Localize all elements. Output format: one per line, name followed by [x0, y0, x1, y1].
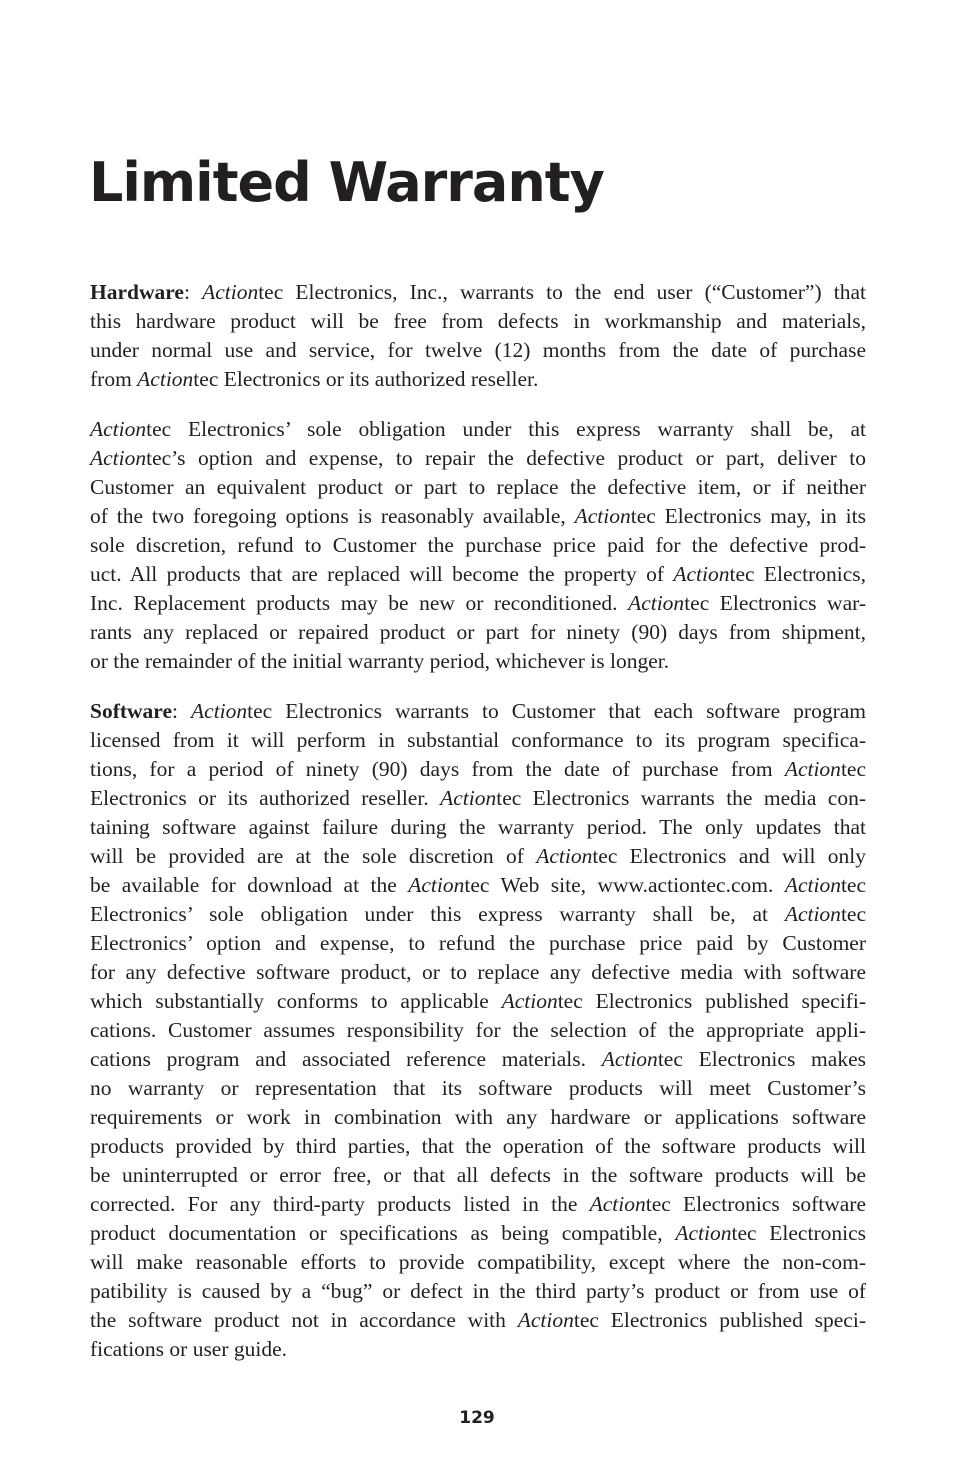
- text-line: this hardware product will be free from defects in workmanship and materials,: [90, 309, 866, 333]
- paragraph: [90, 415, 866, 676]
- text-line: under normal use and service, for twelve (12) months from the date of purchase: [90, 338, 866, 362]
- text-line: fications or user guide.: [90, 1337, 288, 1361]
- paragraph: [90, 697, 866, 1364]
- text-line: Software: Actiontec Electronics warrants to Customer that each software program: [90, 699, 866, 723]
- text-line: uct. All products that are replaced will become the property of Actiontec Electronics,: [90, 562, 866, 586]
- text-line: product documentation or specifications as being compatible, Actiontec Electronics: [90, 1221, 866, 1245]
- text-line: cations. Customer assumes responsibility for the selection of the appropriate appli-: [90, 1018, 866, 1042]
- text-line: rants any replaced or repaired product or part for ninety (90) days from shipment,: [90, 620, 866, 644]
- text-line: of the two foregoing options is reasonably available, Actiontec Electronics may, in its: [90, 504, 866, 528]
- text-line: will be provided are at the sole discretion of Actiontec Electronics and will only: [90, 844, 866, 868]
- text-line: corrected. For any third-party products listed in the Actiontec Electronics software: [90, 1192, 866, 1216]
- text-line: Actiontec’s option and expense, to repair the defective product or part, deliver to: [90, 446, 866, 470]
- text-line: Electronics or its authorized reseller. Actiontec Electronics warrants the media con-: [90, 786, 866, 810]
- text-line: will make reasonable efforts to provide compatibility, except where the non-com-: [90, 1250, 866, 1274]
- text-line: Electronics’ option and expense, to refund the purchase price paid by Customer: [90, 931, 866, 955]
- text-line: Hardware: Actiontec Electronics, Inc., warrants to the end user (“Customer”) that: [90, 280, 866, 304]
- text-line: Actiontec Electronics’ sole obligation under this express warranty shall be, at: [90, 417, 866, 441]
- text-line: taining software against failure during the warranty period. The only updates that: [90, 815, 866, 839]
- text-line: be available for download at the Actiontec Web site, www.actiontec.com. Actiontec: [90, 873, 867, 897]
- text-line: be uninterrupted or error free, or that all defects in the software products will be: [90, 1163, 866, 1187]
- text-line: products provided by third parties, that the operation of the software products will: [90, 1134, 866, 1158]
- text-line: patibility is caused by a “bug” or defect in the third party’s product or from use of: [90, 1279, 866, 1303]
- document-body: [90, 278, 866, 1385]
- text-line: for any defective software product, or to replace any defective media with software: [90, 960, 866, 984]
- text-line: Customer an equivalent product or part to replace the defective item, or if neither: [90, 475, 866, 499]
- text-line: requirements or work in combination with any hardware or applications software: [90, 1105, 866, 1129]
- paragraph-label: Software: [90, 699, 173, 723]
- text-line: sole discretion, refund to Customer the purchase price paid for the defective prod-: [90, 533, 866, 557]
- paragraph-label: Hardware: [90, 280, 184, 304]
- text-line: from Actiontec Electronics or its authorized reseller.: [90, 367, 539, 391]
- text-line: no warranty or representation that its software products will meet Customer’s: [90, 1076, 866, 1100]
- text-line: which substantially conforms to applicable Actiontec Electronics published specifi-: [90, 989, 866, 1013]
- page-title: Limited Warranty: [89, 151, 604, 214]
- text-line: cations program and associated reference materials. Actiontec Electronics makes: [90, 1047, 866, 1071]
- text-line: tions, for a period of ninety (90) days from the date of purchase from Actiontec: [90, 757, 866, 781]
- page-number: 129: [459, 1408, 495, 1428]
- text-line: licensed from it will perform in substantial conformance to its program specifica-: [90, 728, 866, 752]
- text-line: or the remainder of the initial warranty period, whichever is longer.: [90, 649, 670, 673]
- text-line: the software product not in accordance with Actiontec Electronics published speci-: [90, 1308, 866, 1332]
- text-line: Inc. Replacement products may be new or reconditioned. Actiontec Electronics war-: [90, 591, 866, 615]
- paragraph: [90, 278, 866, 394]
- text-line: Electronics’ sole obligation under this express warranty shall be, at Actiontec: [90, 902, 866, 926]
